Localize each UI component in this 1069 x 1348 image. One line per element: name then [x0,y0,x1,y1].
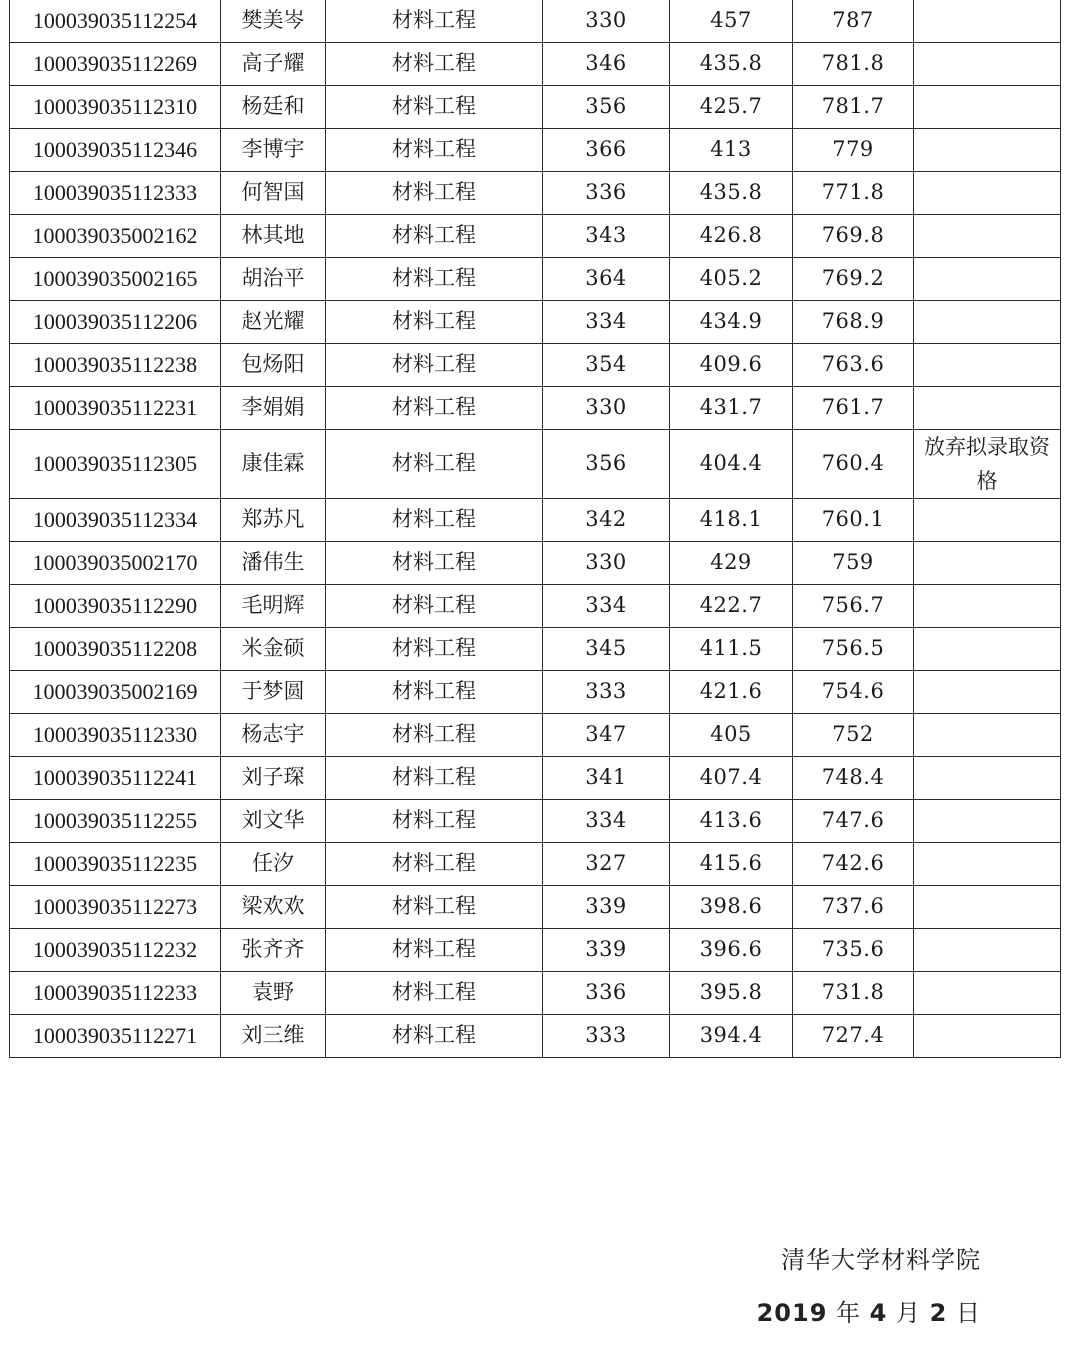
candidate-name-cell: 李娟娟 [221,387,326,430]
score-table [9,0,1061,1058]
total-score-cell: 735.6 [793,929,914,972]
note-cell: 放弃拟录取资格 [914,430,1061,499]
major-cell: 材料工程 [326,0,543,43]
score-1-cell: 356 [543,86,670,129]
score-1-cell: 339 [543,886,670,929]
note-cell [914,1015,1061,1058]
candidate-id-cell: 100039035112346 [10,129,221,172]
candidate-name-cell: 康佳霖 [221,430,326,499]
score-2-cell: 415.6 [670,843,793,886]
table-row [10,86,1061,129]
candidate-name-cell: 任汐 [221,843,326,886]
issue-date-year-unit: 年 [836,1299,862,1327]
candidate-id-cell: 100039035112206 [10,301,221,344]
candidate-name-cell: 于梦圆 [221,671,326,714]
major-cell: 材料工程 [326,215,543,258]
total-score-cell: 752 [793,714,914,757]
score-1-cell: 343 [543,215,670,258]
table-row [10,542,1061,585]
issue-date-month-unit: 月 [896,1299,922,1327]
note-cell [914,585,1061,628]
total-score-cell: 768.9 [793,301,914,344]
score-table-body [10,0,1061,1058]
table-row [10,430,1061,499]
candidate-id-cell: 100039035112231 [10,387,221,430]
major-cell: 材料工程 [326,430,543,499]
score-1-cell: 342 [543,499,670,542]
score-1-cell: 333 [543,1015,670,1058]
table-row [10,499,1061,542]
total-score-cell: 754.6 [793,671,914,714]
score-2-cell: 411.5 [670,628,793,671]
major-cell: 材料工程 [326,499,543,542]
candidate-name-cell: 袁野 [221,972,326,1015]
major-cell: 材料工程 [326,929,543,972]
score-2-cell: 407.4 [670,757,793,800]
major-cell: 材料工程 [326,757,543,800]
total-score-cell: 781.8 [793,43,914,86]
candidate-id-cell: 100039035112254 [10,0,221,43]
score-1-cell: 327 [543,843,670,886]
candidate-name-cell: 刘文华 [221,800,326,843]
score-1-cell: 347 [543,714,670,757]
candidate-name-cell: 米金硕 [221,628,326,671]
candidate-name-cell: 高子耀 [221,43,326,86]
candidate-id-cell: 100039035112305 [10,430,221,499]
table-row [10,757,1061,800]
candidate-id-cell: 100039035002170 [10,542,221,585]
score-2-cell: 405 [670,714,793,757]
total-score-cell: 756.5 [793,628,914,671]
candidate-id-cell: 100039035002169 [10,671,221,714]
table-row [10,714,1061,757]
total-score-cell: 742.6 [793,843,914,886]
candidate-id-cell: 100039035002165 [10,258,221,301]
total-score-cell: 759 [793,542,914,585]
issue-date-month: 4 [869,1299,888,1327]
issue-date-year: 2019 [756,1299,828,1327]
total-score-cell: 748.4 [793,757,914,800]
score-2-cell: 434.9 [670,301,793,344]
score-1-cell: 345 [543,628,670,671]
major-cell: 材料工程 [326,585,543,628]
table-row [10,301,1061,344]
score-2-cell: 429 [670,542,793,585]
candidate-name-cell: 赵光耀 [221,301,326,344]
table-row [10,585,1061,628]
score-2-cell: 457 [670,0,793,43]
note-cell [914,215,1061,258]
score-2-cell: 394.4 [670,1015,793,1058]
score-2-cell: 413.6 [670,800,793,843]
score-1-cell: 364 [543,258,670,301]
score-1-cell: 339 [543,929,670,972]
table-row [10,344,1061,387]
total-score-cell: 760.1 [793,499,914,542]
note-cell [914,757,1061,800]
table-row [10,0,1061,43]
total-score-cell: 779 [793,129,914,172]
major-cell: 材料工程 [326,671,543,714]
candidate-id-cell: 100039035112208 [10,628,221,671]
table-row [10,843,1061,886]
major-cell: 材料工程 [326,172,543,215]
note-cell [914,301,1061,344]
candidate-id-cell: 100039035112241 [10,757,221,800]
note-cell [914,886,1061,929]
total-score-cell: 727.4 [793,1015,914,1058]
note-cell [914,0,1061,43]
score-2-cell: 426.8 [670,215,793,258]
candidate-id-cell: 100039035112238 [10,344,221,387]
table-row [10,671,1061,714]
candidate-name-cell: 郑苏凡 [221,499,326,542]
major-cell: 材料工程 [326,43,543,86]
score-2-cell: 422.7 [670,585,793,628]
candidate-name-cell: 毛明辉 [221,585,326,628]
candidate-name-cell: 刘子琛 [221,757,326,800]
major-cell: 材料工程 [326,86,543,129]
score-2-cell: 431.7 [670,387,793,430]
note-cell [914,972,1061,1015]
candidate-id-cell: 100039035112271 [10,1015,221,1058]
candidate-id-cell: 100039035112235 [10,843,221,886]
total-score-cell: 771.8 [793,172,914,215]
note-cell [914,671,1061,714]
total-score-cell: 760.4 [793,430,914,499]
note-cell [914,542,1061,585]
candidate-name-cell: 李博宇 [221,129,326,172]
candidate-name-cell: 张齐齐 [221,929,326,972]
note-cell [914,843,1061,886]
candidate-name-cell: 林其地 [221,215,326,258]
note-cell [914,800,1061,843]
candidate-name-cell: 梁欢欢 [221,886,326,929]
candidate-name-cell: 何智国 [221,172,326,215]
major-cell: 材料工程 [326,129,543,172]
score-1-cell: 334 [543,800,670,843]
score-table-container [9,0,1060,1058]
major-cell: 材料工程 [326,387,543,430]
major-cell: 材料工程 [326,972,543,1015]
major-cell: 材料工程 [326,301,543,344]
score-2-cell: 418.1 [670,499,793,542]
table-row [10,628,1061,671]
table-row [10,972,1061,1015]
candidate-id-cell: 100039035002162 [10,215,221,258]
note-cell [914,344,1061,387]
total-score-cell: 769.2 [793,258,914,301]
total-score-cell: 787 [793,0,914,43]
score-2-cell: 435.8 [670,43,793,86]
total-score-cell: 763.6 [793,344,914,387]
score-1-cell: 334 [543,585,670,628]
candidate-id-cell: 100039035112290 [10,585,221,628]
score-1-cell: 346 [543,43,670,86]
note-cell [914,387,1061,430]
score-1-cell: 330 [543,0,670,43]
major-cell: 材料工程 [326,628,543,671]
major-cell: 材料工程 [326,1015,543,1058]
score-2-cell: 435.8 [670,172,793,215]
candidate-id-cell: 100039035112233 [10,972,221,1015]
table-row [10,129,1061,172]
score-1-cell: 366 [543,129,670,172]
total-score-cell: 761.7 [793,387,914,430]
candidate-id-cell: 100039035112232 [10,929,221,972]
table-row [10,215,1061,258]
score-2-cell: 404.4 [670,430,793,499]
total-score-cell: 747.6 [793,800,914,843]
major-cell: 材料工程 [326,542,543,585]
score-2-cell: 396.6 [670,929,793,972]
table-row [10,886,1061,929]
candidate-id-cell: 100039035112333 [10,172,221,215]
total-score-cell: 737.6 [793,886,914,929]
score-1-cell: 336 [543,972,670,1015]
candidate-name-cell: 樊美岑 [221,0,326,43]
note-cell [914,929,1061,972]
table-row [10,258,1061,301]
note-cell [914,258,1061,301]
issue-date [757,1293,981,1328]
candidate-name-cell: 胡治平 [221,258,326,301]
score-2-cell: 425.7 [670,86,793,129]
table-row [10,43,1061,86]
score-2-cell: 409.6 [670,344,793,387]
candidate-id-cell: 100039035112330 [10,714,221,757]
candidate-id-cell: 100039035112310 [10,86,221,129]
score-2-cell: 413 [670,129,793,172]
table-row [10,387,1061,430]
major-cell: 材料工程 [326,843,543,886]
score-1-cell: 333 [543,671,670,714]
candidate-name-cell: 杨廷和 [221,86,326,129]
score-1-cell: 334 [543,301,670,344]
candidate-name-cell: 杨志宇 [221,714,326,757]
note-cell [914,86,1061,129]
candidate-name-cell: 包炀阳 [221,344,326,387]
score-1-cell: 354 [543,344,670,387]
major-cell: 材料工程 [326,714,543,757]
note-cell [914,499,1061,542]
candidate-id-cell: 100039035112255 [10,800,221,843]
total-score-cell: 756.7 [793,585,914,628]
candidate-name-cell: 潘伟生 [221,542,326,585]
table-row [10,800,1061,843]
score-1-cell: 341 [543,757,670,800]
score-2-cell: 395.8 [670,972,793,1015]
score-2-cell: 405.2 [670,258,793,301]
table-row [10,1015,1061,1058]
issuing-organization: 清华大学材料学院 [781,1246,981,1274]
note-cell [914,43,1061,86]
major-cell: 材料工程 [326,344,543,387]
candidate-id-cell: 100039035112273 [10,886,221,929]
candidate-id-cell: 100039035112269 [10,43,221,86]
candidate-name-cell: 刘三维 [221,1015,326,1058]
table-row [10,172,1061,215]
table-row [10,929,1061,972]
score-1-cell: 330 [543,387,670,430]
issue-date-day: 2 [929,1299,948,1327]
note-cell [914,628,1061,671]
score-1-cell: 336 [543,172,670,215]
major-cell: 材料工程 [326,800,543,843]
score-1-cell: 356 [543,430,670,499]
score-2-cell: 398.6 [670,886,793,929]
issue-date-day-unit: 日 [956,1299,981,1327]
major-cell: 材料工程 [326,258,543,301]
total-score-cell: 781.7 [793,86,914,129]
score-2-cell: 421.6 [670,671,793,714]
note-cell [914,714,1061,757]
note-cell [914,172,1061,215]
note-cell [914,129,1061,172]
score-1-cell: 330 [543,542,670,585]
candidate-id-cell: 100039035112334 [10,499,221,542]
total-score-cell: 769.8 [793,215,914,258]
major-cell: 材料工程 [326,886,543,929]
total-score-cell: 731.8 [793,972,914,1015]
